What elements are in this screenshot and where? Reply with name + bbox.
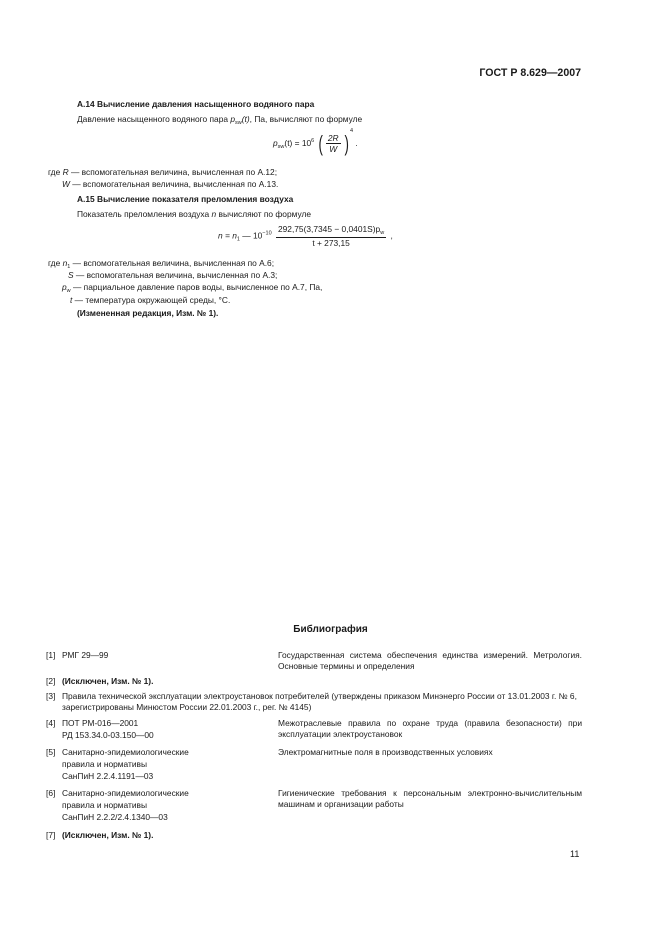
ref-number: [7] <box>46 830 56 840</box>
ref-designation: ПОТ РМ-016—2001 <box>62 718 139 728</box>
ref-excluded: (Исключен, Изм. № 1). <box>62 676 154 686</box>
ref-designation: СанПиН 2.2.2/2.4.1340—03 <box>62 812 168 822</box>
ref-number: [1] <box>46 650 56 660</box>
where-item-pw: $p_w$ — парциальное давление паров воды, вычисленное по А.7, Па, <box>62 282 323 294</box>
page-number: 11 <box>570 849 580 859</box>
ref-number: [4] <box>46 718 56 728</box>
ref-number: [2] <box>46 676 56 686</box>
section-a15-heading: А.15 Вычисление показателя преломления воздуха <box>77 194 294 204</box>
ref-designation: Санитарно-эпидемиологические <box>62 747 189 757</box>
document-header: ГОСТ Р 8.629—2007 <box>479 67 581 79</box>
ref-number: [6] <box>46 788 56 798</box>
ref-number: [5] <box>46 747 56 757</box>
bibliography-title: Библиография <box>293 624 368 635</box>
ref-full-text: Правила технической эксплуатации электроустановок потребителей (утверждены приказом Минэнерго России от 13.01.2003 г. № 6, зарегистрированы Минюстом России 22.01.2003 г., рег. № 4145) <box>62 691 577 712</box>
ref-title: Гигиенические требования к персональным электронно-вычислительным машинам и организации работы <box>278 788 582 809</box>
where-item-w: W — вспомогательная величина, вычисленная по А.13. <box>62 179 279 189</box>
ref-title: Государственная система обеспечения единства измерений. Метрология. Основные термины и определения <box>278 650 582 671</box>
ref-number: [3] <box>46 691 56 701</box>
formula-a15: $n = n_1$ — $10^{-10}$ $\frac{292,75(3,7345 - 0,0401S)p_w}{t + 273,15}$ , <box>218 224 393 248</box>
where-item-t: t — температура окружающей среды, °С. <box>70 295 231 305</box>
ref-designation: РД 153.34.0-03.150—00 <box>62 730 154 740</box>
where-item-s: S — вспомогательная величина, вычисленная по А.3; <box>68 270 278 280</box>
formula-a14: $p_{sw}(t) = 10^6$ ( $\frac{2R}{W}$ )$^4$ . <box>273 128 358 156</box>
ref-designation: правила и нормативы <box>62 800 148 810</box>
ref-designation: Санитарно-эпидемиологические <box>62 788 189 798</box>
ref-excluded: (Исключен, Изм. № 1). <box>62 830 154 840</box>
amendment-note: (Измененная редакция, Изм. № 1). <box>77 308 219 318</box>
where-item-r: где R — вспомогательная величина, вычисленная по А.12; <box>48 167 278 177</box>
section-a14-heading: А.14 Вычисление давления насыщенного водяного пара <box>77 99 315 109</box>
ref-designation: правила и нормативы <box>62 759 148 769</box>
section-a15-intro: Показатель преломления воздуха n вычисляют по формуле <box>77 209 312 219</box>
section-a14-intro: Давление насыщенного водяного пара $p_{sw}(t)$, Па, вычисляют по формуле <box>77 114 363 126</box>
where-item-n1: где $n_1$ — вспомогательная величина, вычисленная по А.6; <box>48 258 275 270</box>
ref-designation: РМГ 29—99 <box>62 650 109 660</box>
ref-designation: СанПиН 2.2.4.1191—03 <box>62 771 154 781</box>
ref-title: Электромагнитные поля в производственных условиях <box>278 747 493 757</box>
ref-title: Межотраслевые правила по охране труда (правила безопасности) при эксплуатации электроустановок <box>278 718 582 739</box>
